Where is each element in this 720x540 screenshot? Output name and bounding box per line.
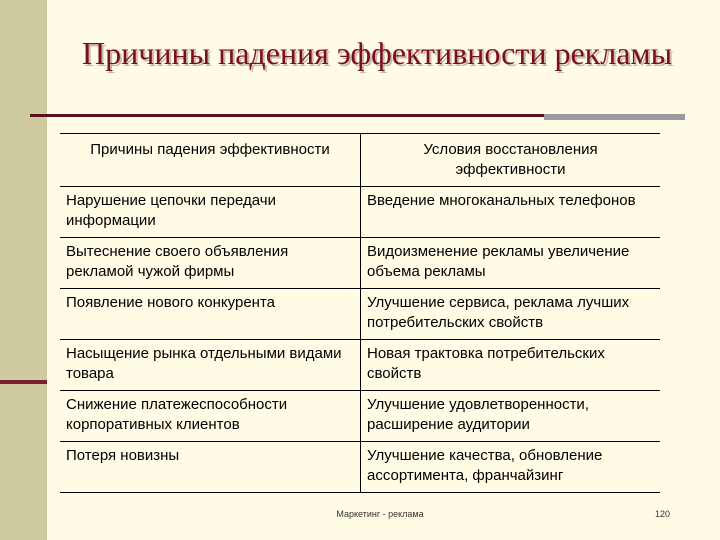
- table-header-row: [60, 134, 660, 187]
- table-row: [60, 289, 660, 340]
- slide-title: Причины падения эффективности рекламы: [82, 35, 673, 71]
- causes-table: [60, 133, 660, 493]
- footer-caption: Маркетинг - реклама: [336, 509, 424, 519]
- remedy-cell: Видоизменение рекламы увеличение объема рекламы: [361, 238, 661, 289]
- left-band-accent: [0, 380, 47, 384]
- cause-cell: Появление нового конкурента: [60, 289, 361, 340]
- remedy-cell: Улучшение удовлетворенности, расширение аудитории: [361, 391, 661, 442]
- cause-cell: Потеря новизны: [60, 442, 361, 493]
- table-row: [60, 340, 660, 391]
- cause-cell: Вытеснение своего объявления рекламой чужой фирмы: [60, 238, 361, 289]
- column-header-causes: Причины падения эффективности: [60, 134, 361, 187]
- title-underline-accent: [544, 114, 685, 120]
- cause-cell: Нарушение цепочки передачи информации: [60, 187, 361, 238]
- remedy-cell: Новая трактовка потребительских свойств: [361, 340, 661, 391]
- table-row: [60, 442, 660, 493]
- title-underline: [30, 114, 544, 117]
- column-header-remedies: Условия восстановления эффективности: [361, 134, 661, 187]
- remedy-cell: Улучшение сервиса, реклама лучших потребительских свойств: [361, 289, 661, 340]
- remedy-cell: Улучшение качества, обновление ассортимента, франчайзинг: [361, 442, 661, 493]
- remedy-cell: Введение многоканальных телефонов: [361, 187, 661, 238]
- left-decorative-band: [0, 0, 47, 540]
- table-row: [60, 187, 660, 238]
- cause-cell: Снижение платежеспособности корпоративных клиентов: [60, 391, 361, 442]
- table-row: [60, 238, 660, 289]
- table-row: [60, 391, 660, 442]
- page-number: 120: [654, 509, 670, 519]
- cause-cell: Насыщение рынка отдельными видами товара: [60, 340, 361, 391]
